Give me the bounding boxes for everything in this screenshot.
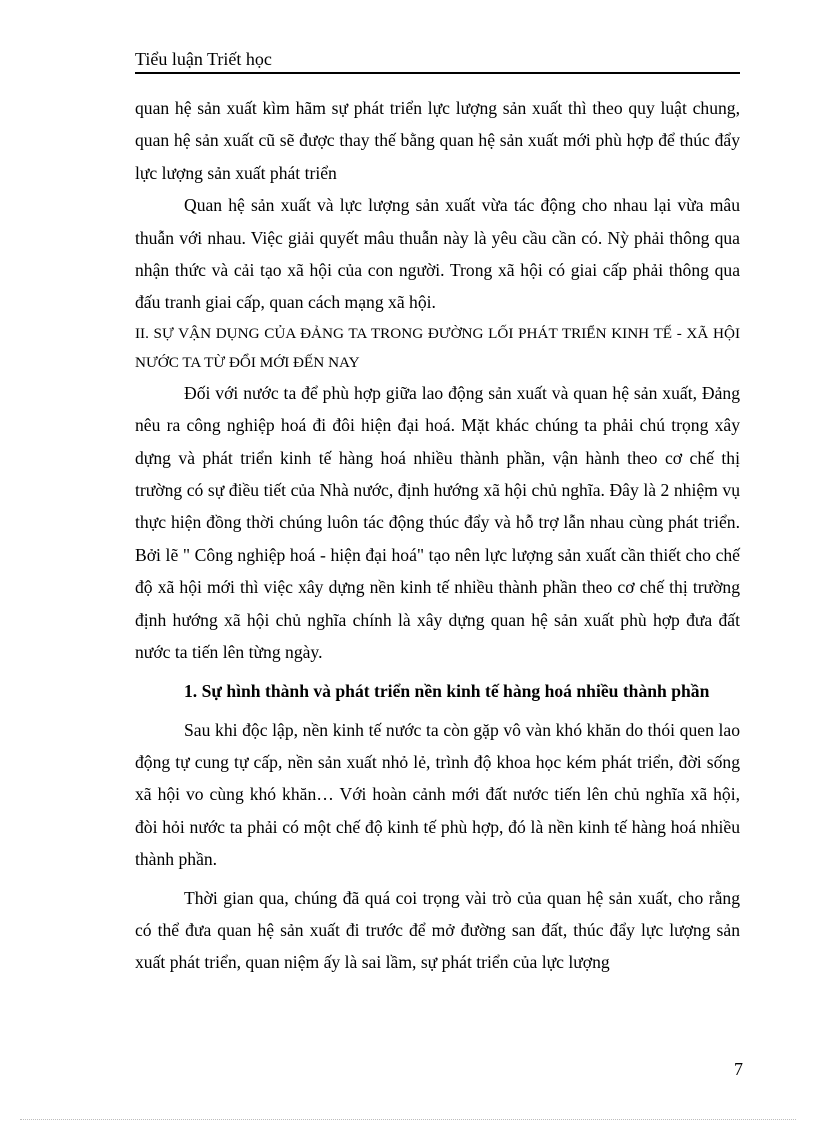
- paragraph-continuation: quan hệ sản xuất kìm hãm sự phát triển lực lượng sản xuất thì theo quy luật chung, quan hệ sản xuất cũ sẽ được thay thế bằng quan hệ sản xuất mới phù hợp để thúc đẩy lực lượng sản xuất phát triển: [135, 98, 740, 183]
- page-body: [135, 92, 740, 979]
- running-header: Tiểu luận Triết học: [135, 48, 740, 74]
- subsection-heading: 1. Sự hình thành và phát triển nền kinh tế hàng hoá nhiều thành phần: [184, 680, 710, 701]
- page-edge-divider: [20, 1119, 796, 1120]
- paragraph: Đối với nước ta để phù hợp giữa lao động sản xuất và quan hệ sản xuất, Đảng nêu ra công nghiệp hoá đi đôi hiện đại hoá. Mặt khác chúng ta phải chú trọng xây dựng và phát triển kinh tế hàng hoá nhiều thành phần, vận hành theo cơ chế thị trường có sự điều tiết của Nhà nước, định hướng xã hội chủ nghĩa. Đây là 2 nhiệm vụ thực hiện đồng thời chúng luôn tác động thúc đẩy và hỗ trợ lẫn nhau cùng phát triển. Bởi lẽ " Công nghiệp hoá - hiện đại hoá" tạo nên lực lượng sản xuất cần thiết cho chế độ xã hội mới thì việc xây dựng nền kinh tế nhiều thành phần theo cơ chế thị trường định hướng xã hội chủ nghĩa chính là xây dựng quan hệ sản xuất phù hợp đưa đất nước ta tiến lên từng ngày.: [135, 382, 740, 663]
- paragraph: Sau khi độc lập, nền kinh tế nước ta còn gặp vô vàn khó khăn do thói quen lao động tự cung tự cấp, nền sản xuất nhỏ lẻ, trình độ khoa học kém phát triển, đời sống xã hội vo cùng khó khăn… Với hoàn cảnh mới đất nước tiến lên chủ nghĩa xã hội, đòi hỏi nước ta phải có một chế độ kinh tế phù hợp, đó là nền kinh tế hàng hoá nhiều thành phần.: [135, 719, 740, 870]
- page-number: 7: [734, 1059, 743, 1079]
- section-heading: II. SỰ VẬN DỤNG CỦA ĐẢNG TA TRONG ĐƯỜNG LỐI PHÁT TRIỂN KINH TẾ - XÃ HỘI NƯỚC TA TỪ ĐỔI MỚI ĐẾN NAY: [135, 324, 740, 371]
- paragraph: Thời gian qua, chúng đã quá coi trọng vài trò của quan hệ sản xuất, cho rằng có thể đưa quan hệ sản xuất đi trước để mở đường san đất, thúc đẩy lực lượng sản xuất phát triển, quan niệm ấy là sai lầm, sự phát triển của lực lượng: [135, 887, 740, 973]
- paragraph: Quan hệ sản xuất và lực lượng sản xuất vừa tác động cho nhau lại vừa mâu thuẫn với nhau. Việc giải quyết mâu thuẫn này là yêu cầu cần có. Nỳ phải thông qua nhận thức và cải tạo xã hội của con người. Trong xã hội có giai cấp phải thông qua đấu tranh giai cấp, quan cách mạng xã hội.: [135, 195, 740, 313]
